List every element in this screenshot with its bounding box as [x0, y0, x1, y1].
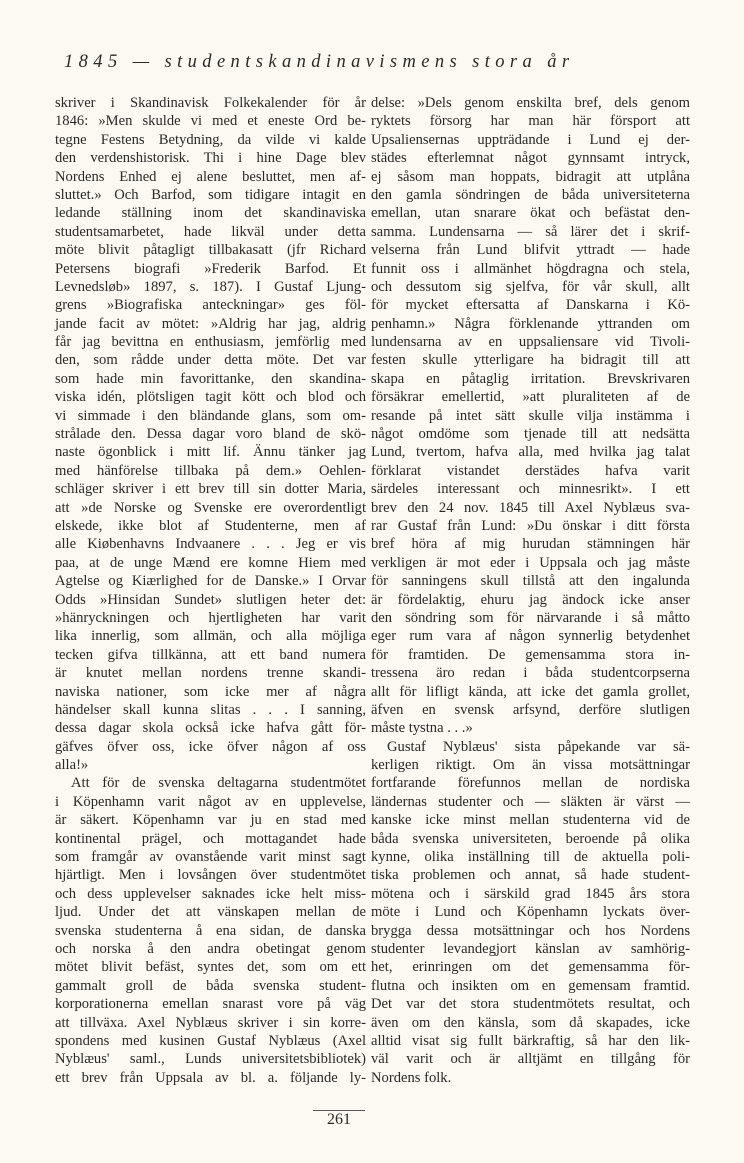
text-line: het, erinringen om det gemensamma för-: [371, 959, 690, 976]
text-line: kontinental prägel, och mottagandet hade: [55, 830, 366, 847]
text-line: penhamn.» Några förklenande yttranden om: [371, 315, 690, 332]
text-line: jande facit av mötet: »Aldrig har jag, aldrig: [55, 315, 366, 332]
text-line: lika innerlig, som allmän, och alla möjliga: [55, 628, 366, 645]
text-line: elskede, ikke blot af Studenterne, men af: [55, 517, 366, 534]
text-line: naviska nationer, som icke mer af några: [55, 683, 366, 700]
text-line: studenter levandegjort känslan av samhörig-: [371, 940, 690, 957]
text-line: möte blivit påtagligt tillbakasatt (jfr Richard: [55, 242, 366, 259]
text-line: skriver i Skandinavisk Folkekalender för år: [55, 95, 366, 111]
paragraph-first-line: Gustaf Nyblæus' sista påpekande var sä-: [387, 738, 690, 755]
text-line: är fördelaktig, ehuru jag ändock icke anser: [371, 591, 690, 608]
text-line: att tillväxa. Axel Nyblæus skriver i sin korre-: [55, 1014, 366, 1031]
text-line: gäfves öfver oss, icke öfver någon af oss: [55, 738, 366, 755]
text-line: velserna från Lund blifvit yttradt — hade: [371, 242, 690, 259]
text-line: Upsaliensernas uppträdande i Lund ej der-: [371, 131, 690, 148]
text-line: svenska studenterna å ena sidan, de danska: [55, 922, 366, 939]
text-column-right: [371, 94, 690, 1087]
text-line: studentsamarbetet, hade likväl under detta: [55, 223, 366, 240]
text-line: ej såsom man hoppats, bidragit att utplåna: [371, 168, 690, 185]
text-line: i Köpenhamn varit något av en upplevelse,: [55, 793, 366, 810]
text-line: vi simmade i den bländande glans, som om-: [55, 407, 366, 424]
text-line: att »de Norske og Svenske ere overordentligt: [55, 499, 366, 516]
text-line: schläger skriver i ett brev till sin dotter Maria,: [55, 481, 366, 498]
text-line: tecken gifva tillkänna, att ett band numera: [55, 646, 366, 663]
text-line: dessa dagar skola också icke hafva gått för-: [55, 720, 366, 737]
text-line: är knutet mellan nordens trenne skandi-: [55, 665, 366, 682]
text-line: lundensarna av en uppsaliensare vid Tivoli-: [371, 334, 690, 351]
text-line: ledande ställning inom det skandinaviska: [55, 205, 366, 222]
text-line: Nyblæus' saml., Lunds universitetsbibliotek): [55, 1051, 366, 1068]
text-line: mötena och i särskild grad 1845 års stora: [371, 885, 690, 902]
text-line: kerligen riktigt. Om än vissa motsättningar: [371, 757, 690, 774]
text-line: brev den 24 nov. 1845 till Axel Nyblæus sva-: [371, 499, 690, 516]
text-line: korporationerna emellan snarast vore på väg: [55, 996, 366, 1013]
text-line: sluttet.» Och Barfod, som tidigare intagit en: [55, 186, 366, 203]
text-line: den verdenshistorisk. Thi i hine Dage blev: [55, 150, 366, 167]
text-line: kynne, olika inställning till de aktuella poli-: [371, 849, 690, 866]
text-line: paa, at de unge Mænd ere komne Hiem med: [55, 554, 366, 571]
text-line: viska idén, plötsligen tagit kött och blod och: [55, 389, 366, 406]
text-line: alla!»: [55, 757, 89, 774]
text-line: Lund, tvertom, hafva alla, med hvilka jag talat: [371, 444, 690, 461]
text-line: får jag bevittna en enthusiasm, jemförlig med: [55, 334, 366, 351]
text-column-left: [55, 94, 366, 1087]
text-line: resande på intet sätt skulle vilja instämma i: [371, 407, 690, 424]
text-line: försäkrar emellertid, »att pluraliteten af de: [371, 389, 690, 406]
text-line: Levnedsløb» 1897, s. 187). I Gustaf Ljung-: [55, 278, 366, 295]
text-line: skapa en påtaglig irritation. Brevskrivaren: [371, 370, 690, 387]
text-line: särdeles interessant och minnesrikt». I ett: [371, 481, 690, 498]
text-line: äfven en svensk arfsynd, derföre slutligen: [371, 701, 690, 718]
text-line: den, som rådde under detta möte. Det var: [55, 352, 366, 369]
text-line: Petersens biografi »Frederik Barfod. Et: [55, 260, 366, 277]
text-line: båda svenska universiteten, beroende på olika: [371, 830, 690, 847]
text-line: möte i Lund och Köpenhamn lyckats över-: [371, 904, 690, 921]
text-line: Odds »Hinsidan Sundet» slutligen heter det:: [55, 591, 366, 608]
text-line: emellan, utan snarare ökat och befästat den-: [371, 205, 690, 222]
text-line: gammalt groll de båda svenska student-: [55, 977, 366, 994]
text-line: hjärtligt. Men i lovsången över studentmötet: [55, 867, 366, 884]
text-line: strålade den. Dessa dagar voro bland de skö-: [55, 426, 366, 443]
text-line: städes efterlemnat något gynnsamt intryck,: [371, 150, 690, 167]
text-line: och dess upplevelser saknades icke helt miss-: [55, 885, 366, 902]
text-line: mötet blivit befäst, syntes det, som om ett: [55, 959, 366, 976]
text-line: ett brev från Uppsala av bl. a. följande ly-: [55, 1069, 366, 1086]
text-line: »hänryckningen och hjertligheten har varit: [55, 609, 366, 626]
text-line: 1846: »Men skulde vi med et eneste Ord be-: [55, 113, 366, 130]
text-line: alle Kiøbenhavns Indvaanere . . . Jeg er vis: [55, 536, 366, 553]
text-line: grens »Biografiska anteckningar» ges föl-: [55, 297, 366, 314]
text-line: delse: »Dels genom enskilta bref, dels genom: [371, 95, 690, 111]
text-line: fortfarande förefunnos mellan de nordiska: [371, 775, 690, 792]
text-line: samma. Lundensarna — så lärer det i skrif-: [371, 223, 690, 240]
text-line: alltid visat sig fullt bärkraftig, så har den lik-: [371, 1032, 690, 1049]
text-line: Agtelse og Kiærlighed for de Danske.» I Orvar: [55, 573, 366, 590]
paragraph-first-line: Att för de svenska deltagarna studentmötet: [71, 775, 366, 792]
page-number: 261: [327, 1111, 351, 1128]
text-line: är säkert. Köpenhamn var ju en stad med: [55, 812, 366, 829]
text-line: allt för lifligt kända, att icke det gamla grollet,: [371, 683, 690, 700]
text-line: funnit oss i allmänhet högdragna och stela,: [371, 260, 690, 277]
text-line: förklarat vistandet derstädes hafva varit: [371, 462, 690, 479]
text-line: måste tystna . . .»: [371, 720, 473, 737]
text-line: den söndring som för närvarande i så måtto: [371, 609, 690, 626]
text-line: något omdöme som tjenade till att nedsätta: [371, 426, 690, 443]
text-line: Det var det stora studentmötets resultat, och: [371, 996, 690, 1013]
text-line: naste ögonblick i mitt lif. Ännu tänker jag: [55, 444, 366, 461]
text-line: med hänförelse tillbaka på dem.» Oehlen-: [55, 462, 366, 479]
text-line: den gamla söndringen de båda universiteterna: [371, 186, 690, 203]
text-line: och dessutom sig sjelfva, för vår skull, allt: [371, 278, 690, 295]
text-line: tegne Festens Betydning, da vilde vi kalde: [55, 131, 366, 148]
text-line: väl varit och är alltjämt en tillgång för: [371, 1051, 690, 1068]
text-line: festen skulle ytterligare ha bidragit till att: [371, 352, 690, 369]
text-line: flutna och insikten om en gemensam framtid.: [371, 977, 690, 994]
text-line: och norska å den andra obetingat genom: [55, 940, 366, 957]
text-line: som framgår av ovanstående varit minst sagt: [55, 849, 366, 866]
text-line: som hade min favorittanke, den skandina-: [55, 370, 366, 387]
text-line: händelser skall kunna slitas . . . I sanning,: [55, 701, 366, 718]
text-line: för framtiden. De gemensamma stora in-: [371, 646, 690, 663]
text-line: ljud. Under det att vänskapen mellan de: [55, 904, 366, 921]
running-header: 1845 — studentskandinavismens stora år: [64, 52, 575, 72]
text-line: för mycket eftersatta af Danskarna i Kö-: [371, 297, 690, 314]
text-line: ryktets försorg har man här försport att: [371, 113, 690, 130]
text-line: tressena äro redan i båda studentcorpserna: [371, 665, 690, 682]
text-line: spondens med kusinen Gustaf Nyblæus (Axel: [55, 1032, 366, 1049]
text-line: Nordens Enhed ej alene besluttet, men af-: [55, 168, 366, 185]
text-line: ländernas studenter och — släkten är värst —: [371, 793, 690, 810]
text-line: rar Gustaf från Lund: »Du önskar i ditt första: [371, 517, 690, 534]
text-line: tiska problemen och annat, så hade student-: [371, 867, 690, 884]
text-line: även om den känsla, som då skapades, icke: [371, 1014, 690, 1031]
text-line: brygga dessa motsättningar och hos Nordens: [371, 922, 690, 939]
text-line: för sanningens skull tillstå att den ingalunda: [371, 573, 690, 590]
text-line: verkligen är mot eder i Uppsala och jag måste: [371, 554, 690, 571]
text-line: kanske icke minst mellan studenterna vid de: [371, 812, 690, 829]
text-line: bref höra af mig hurudan stämningen här: [371, 536, 690, 553]
text-line: eger rum vara af någon synnerlig betydenhet: [371, 628, 690, 645]
text-line: Nordens folk.: [371, 1069, 452, 1086]
